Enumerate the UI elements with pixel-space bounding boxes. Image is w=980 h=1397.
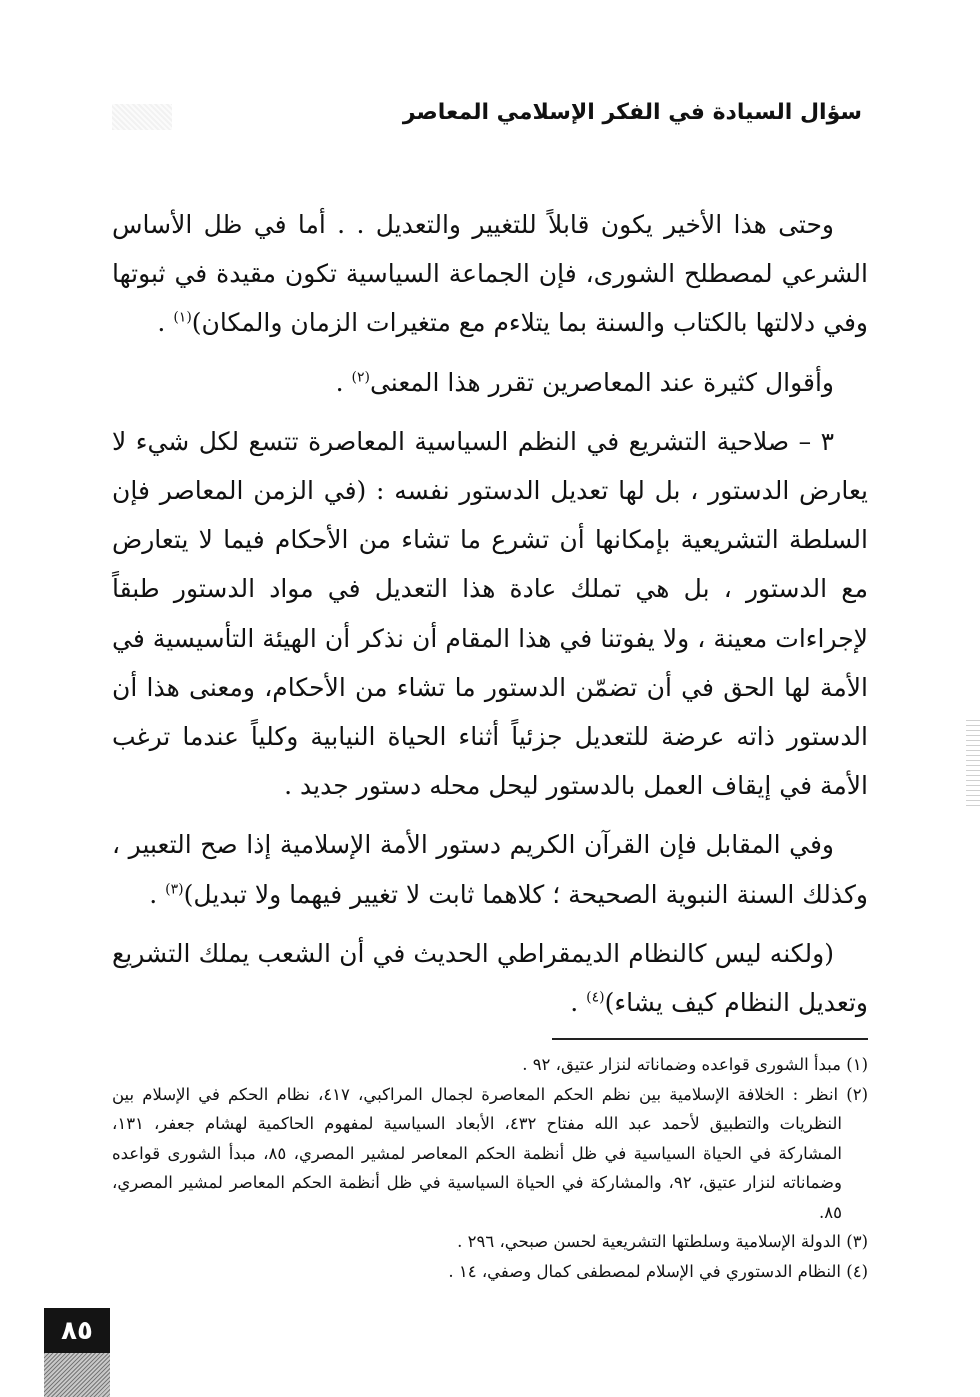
paragraph-text: ٣ – صلاحية التشريع في النظم السياسية المعاصرة تتسع لكل شيء لا يعارض الدستور ، بل لها تعديل الدستور نفسه : (في الزمن المعاصر فإن السلطة التشريعية بإمكانها أن تشرع ما تشاء من الأحكام فيما لا يتعارض مع الدستور ، بل هي تملك عادة هذا التعديل في مواد الدستور طبقاً لإجراءات معينة ، ولا يفوتنا في هذا المقام أن نذكر أن الهيئة التأسيسية في الأمة لها الحق في أن تضمّن الدستور ما تشاء من الأحكام، ومعنى هذا أن الدستور ذاته عرضة للتعديل جزئياً أثناء الحياة النيابية وكلياً عندما ترغب الأمة في إيقاف العمل بالدستور ليحل محله دستور جديد . <box>112 426 868 801</box>
paragraph <box>112 358 868 407</box>
main-text <box>112 200 868 1037</box>
paragraph <box>112 820 868 918</box>
paragraph-tail: . <box>157 308 174 338</box>
footnote-divider <box>552 1038 868 1040</box>
paragraph-tail: . <box>570 988 587 1018</box>
footnote: (١) مبدأ الشورى قواعده وضماناته لنزار عتيق، ٩٢ . <box>522 1055 868 1074</box>
page-edge-mark <box>966 720 980 810</box>
paragraph-tail: . <box>335 367 352 397</box>
paragraph <box>112 929 868 1027</box>
page-corner-texture <box>44 1353 110 1397</box>
footnotes <box>112 1050 868 1286</box>
footnote: (٢) انظر : الخلافة الإسلامية بين نظم الحكم المعاصرة لجمال المراكبي، ٤١٧، نظام الحكم في الإسلام بين النظريات والتطبيق لأحمد عبد الله مفتاح ٤٣٢، الأبعاد السياسية لمفهوم الحاكمية لهشام جعفر، ١٣١، المشاركة في الحياة السياسية في ظل أنظمة الحكم المعاصر لمشير المصري، ٨٥، مبدأ الشورى قواعده وضماناته لنزار عتيق، ٩٢، والمشاركة في الحياة السياسية في ظل أنظمة الحكم المعاصر لمشير المصري، ٨٥. <box>112 1084 868 1222</box>
paragraph <box>112 417 868 811</box>
paragraph-text: وحتى هذا الأخير يكون قابلاً للتغيير والتعديل . . أما في ظل الأساس الشرعي لمصطلح الشورى، فإن الجماعة السياسية تكون مقيدة في ثبوتها وفي دلالتها بالكتاب والسنة بما يتلاءم مع متغيرات الزمان والمكان) <box>112 210 868 338</box>
footnote: (٣) الدولة الإسلامية وسلطتها التشريعية لحسن صبحي، ٢٩٦ . <box>457 1232 868 1251</box>
footnote: (٤) النظام الدستوري في الإسلام لمصطفى كمال وصفي، ١٤ . <box>448 1261 868 1281</box>
paragraph-text: وأقوال كثيرة عند المعاصرين تقرر هذا المعنى <box>369 367 834 397</box>
footnote-ref[interactable]: (١) <box>173 310 192 327</box>
paragraph-text: (ولكنه ليس كالنظام الديمقراطي الحديث في أن الشعب يملك التشريع وتعديل النظام كيف يشاء) <box>112 938 868 1018</box>
header-scan-mark <box>112 104 172 130</box>
paragraph-tail: . <box>149 879 166 909</box>
paragraph-text: وفي المقابل فإن القرآن الكريم دستور الأمة الإسلامية إذا صح التعبير ، وكذلك السنة النبوية الصحيحة ؛ كلاهما ثابت لا تغيير فيهما ولا تبديل) <box>112 830 868 909</box>
paragraph <box>112 200 868 348</box>
running-header: سؤال السيادة في الفكر الإسلامي المعاصر <box>402 100 862 125</box>
footnote-ref[interactable]: (٤) <box>586 989 605 1006</box>
footnote-ref[interactable]: (٣) <box>165 881 184 898</box>
page-number: ٨٥ <box>44 1308 110 1353</box>
footnote-ref[interactable]: (٢) <box>351 369 370 386</box>
